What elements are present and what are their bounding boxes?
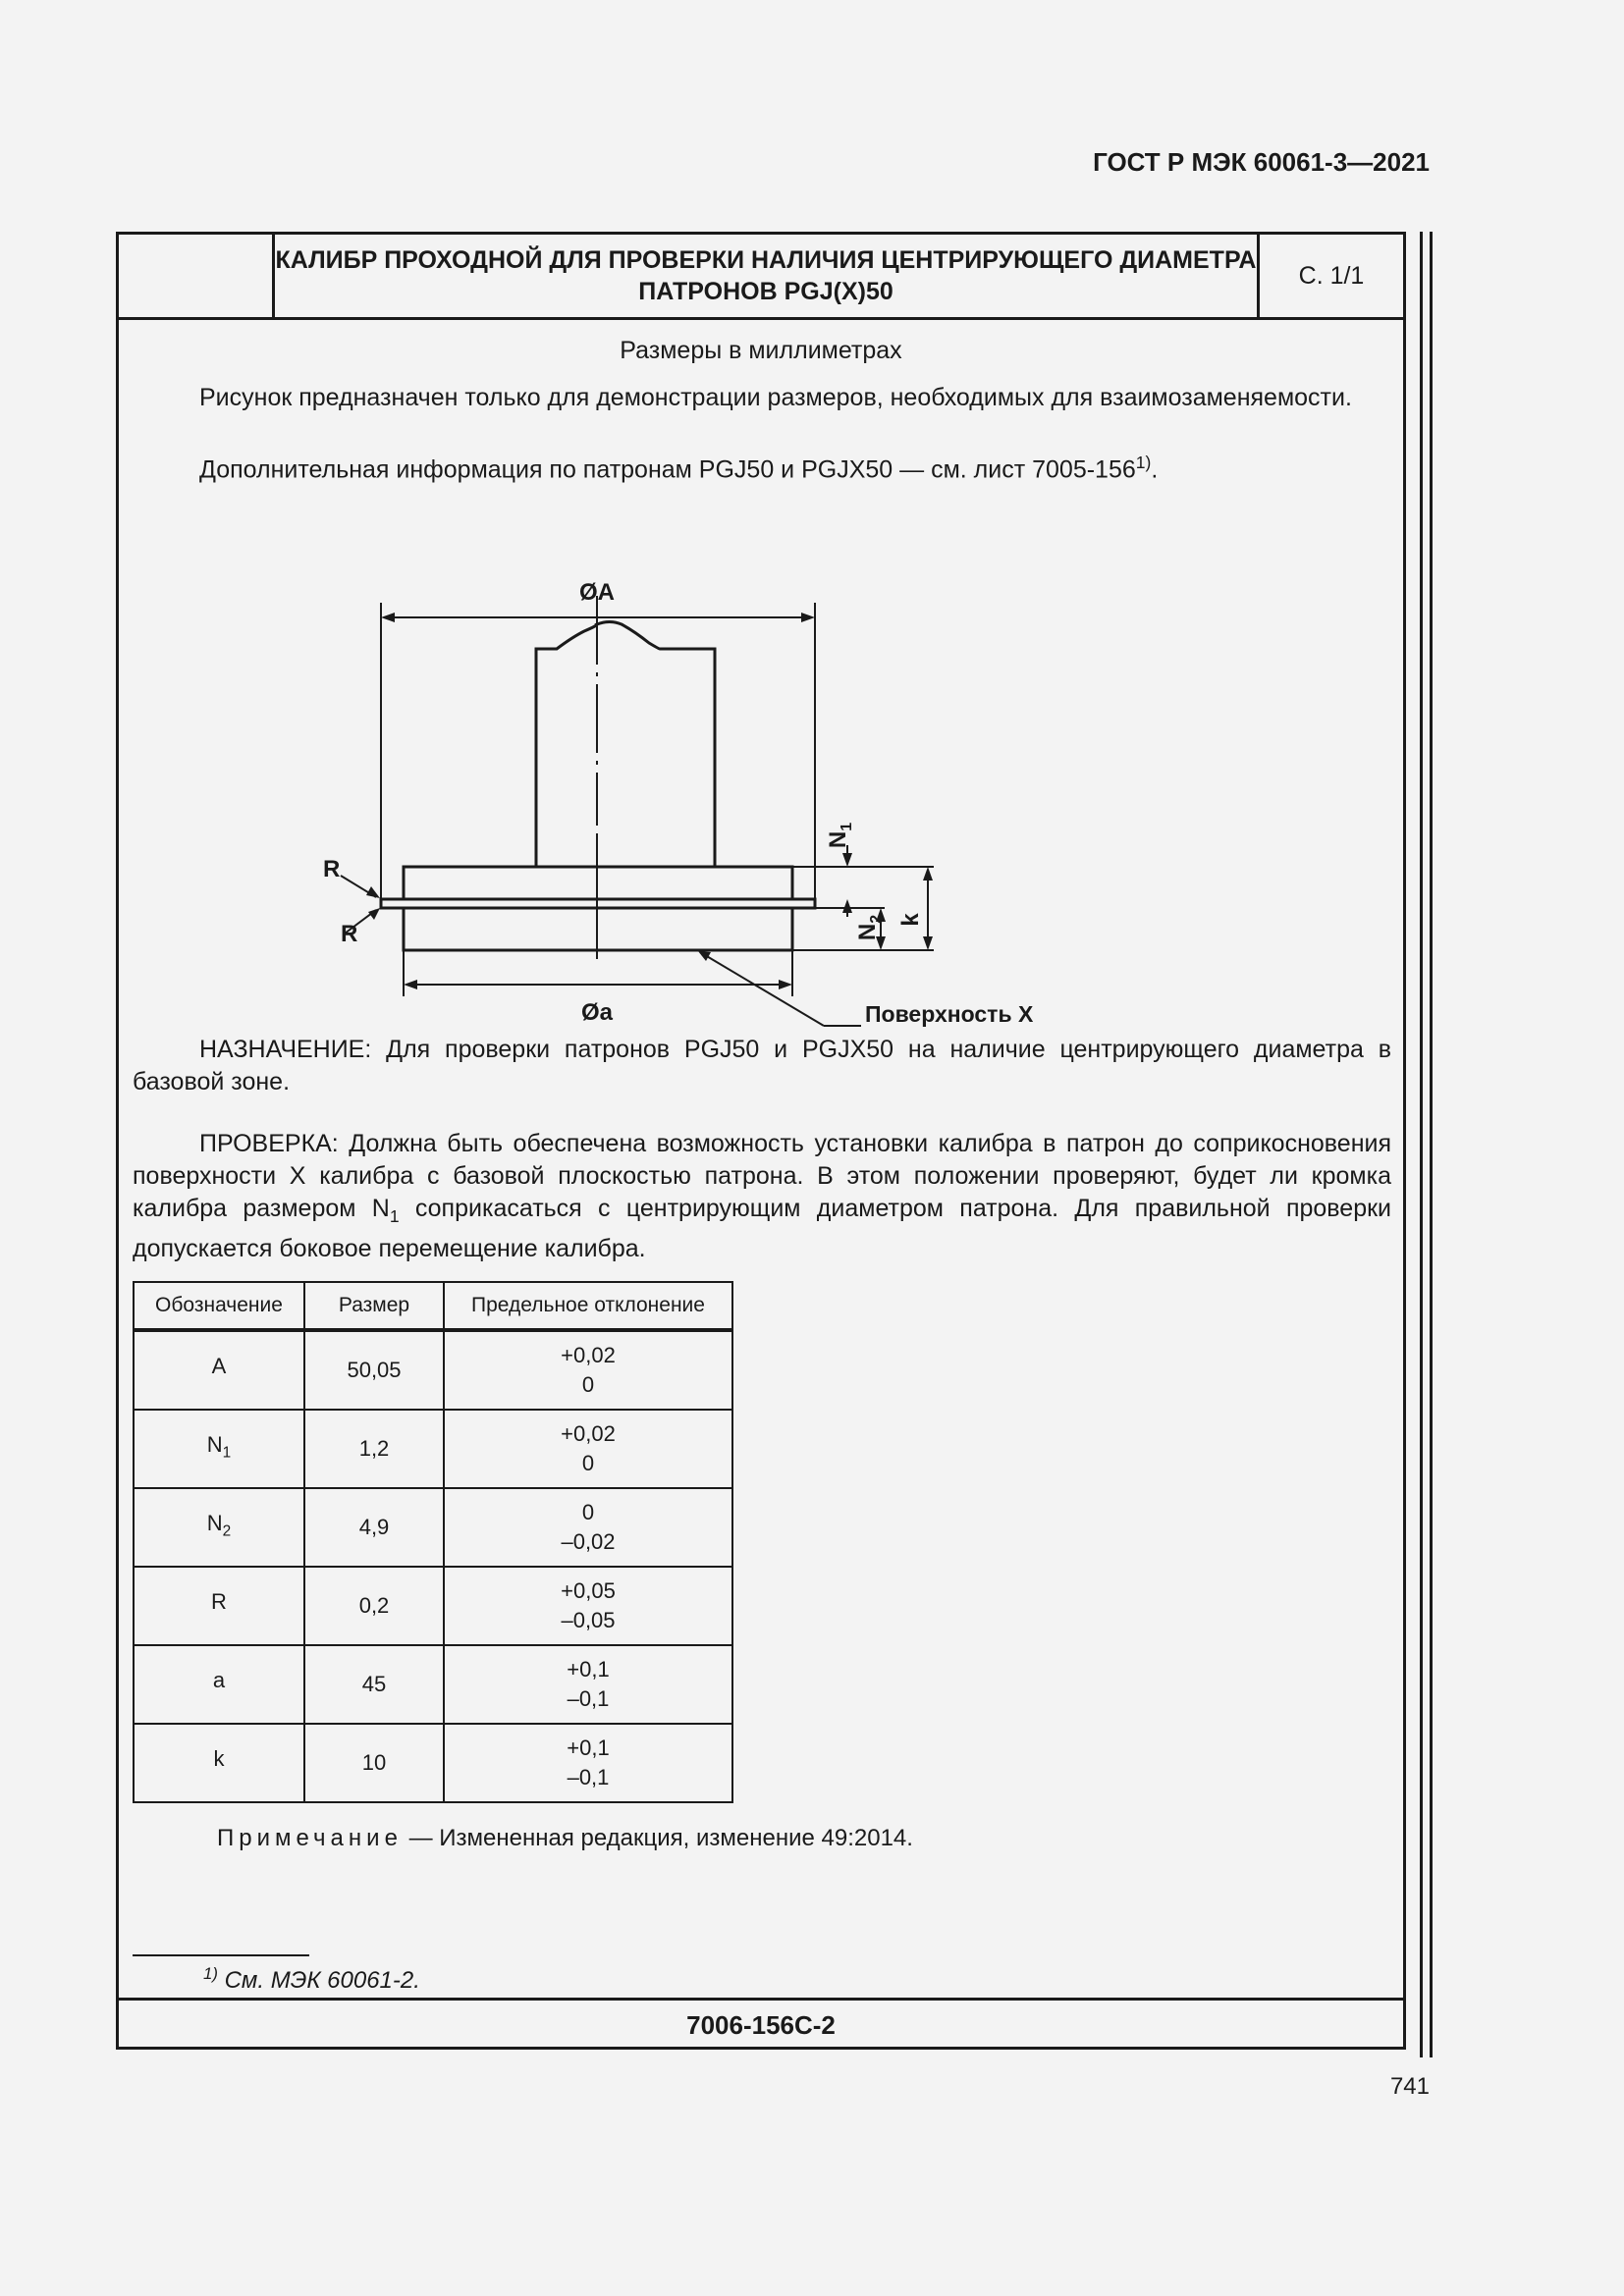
note — [217, 1825, 913, 1852]
arrow-head — [923, 867, 933, 881]
label-N2-main: N — [854, 923, 881, 941]
arrow-head — [381, 613, 395, 622]
table-row — [134, 1645, 732, 1724]
label-R-top: R — [323, 856, 341, 882]
check-subscript: 1 — [389, 1206, 400, 1226]
table-row — [134, 1410, 732, 1488]
cell-tolerance — [444, 1645, 732, 1724]
units-note: Размеры в миллиметрах — [620, 337, 902, 364]
footnote-mark: 1) — [203, 1964, 218, 1983]
intro-paragraph-2 — [133, 447, 1391, 486]
check-text-1: ПРОВЕРКА: Должна быть обеспечена возможность установки калибра в патрон до соприкосновения поверхности X калибра с базовой плоскостью патрона. В этом положении проверяют, будет ли кромка калибра размером N — [133, 1130, 1391, 1222]
sheet-frame — [116, 232, 1406, 2050]
intro-text-2: Дополнительная информация по патронам PGJ50 и PGJX50 — см. лист 7005-156 — [199, 455, 1136, 484]
cell-tolerance — [444, 1410, 732, 1488]
header-empty-cell — [119, 235, 275, 317]
gauge-drawing — [296, 529, 1179, 1027]
table-row — [134, 1488, 732, 1567]
note-label: Примечание — [217, 1825, 403, 1851]
label-k: k — [897, 913, 924, 927]
arrow-head — [842, 899, 852, 913]
cell-size: 45 — [304, 1645, 444, 1724]
tolerance-lower: –0,05 — [561, 1608, 616, 1632]
footnote-text: См. МЭК 60061-2. — [217, 1967, 420, 1994]
tolerance-lower: 0 — [581, 1372, 595, 1397]
page-number: 741 — [1389, 2073, 1430, 2100]
arrow-head — [698, 951, 711, 961]
col-header-tolerance: Предельное отклонение — [444, 1282, 732, 1330]
cell-size: 4,9 — [304, 1488, 444, 1567]
cell-symbol: k — [134, 1724, 304, 1802]
binding-line — [1420, 232, 1423, 2057]
leader-surface — [700, 952, 824, 1026]
label-surface-x: Поверхность X — [865, 1001, 1034, 1027]
table-header-row — [134, 1282, 732, 1330]
intro-text-1: Рисунок предназначен только для демонстрации размеров, необходимых для взаимозаменяемости. — [199, 384, 1352, 411]
tolerance-lower: –0,02 — [561, 1529, 616, 1554]
label-N2-sub: 2 — [868, 914, 885, 924]
footnote-ref: 1) — [1135, 453, 1152, 472]
label-N1-sub: 1 — [839, 822, 855, 831]
sheet-header — [119, 235, 1403, 320]
gauge-pin-outline — [536, 622, 715, 868]
label-N2 — [854, 915, 885, 940]
label-N1 — [825, 823, 855, 848]
check-text-2: соприкасаться с центрирующим диаметром патрона. Для правильной проверки допускается боковое перемещение калибра. — [133, 1195, 1391, 1262]
cell-size: 50,05 — [304, 1330, 444, 1410]
cell-size: 1,2 — [304, 1410, 444, 1488]
binding-line — [1430, 232, 1433, 2057]
note-text: — Измененная редакция, изменение 49:2014. — [402, 1825, 913, 1851]
col-header-symbol: Обозначение — [134, 1282, 304, 1330]
arrow-head — [801, 613, 815, 622]
cell-symbol: R — [134, 1567, 304, 1645]
footnote-rule — [133, 1954, 309, 1956]
sheet-page: С. 1/1 — [1298, 261, 1365, 290]
arrow-head — [779, 980, 792, 989]
purpose-text: НАЗНАЧЕНИЕ: Для проверки патронов PGJ50 и PGJX50 на наличие центрирующего диаметра в базовой зоне. — [133, 1036, 1391, 1095]
check-paragraph — [133, 1128, 1391, 1265]
cell-symbol: $N_2$ — [134, 1488, 304, 1567]
tolerance-upper: +0,02 — [561, 1421, 616, 1446]
tolerance-upper: +0,02 — [561, 1343, 616, 1367]
arrow-head — [368, 908, 380, 920]
label-R-bottom: R — [341, 921, 358, 947]
table-row — [134, 1724, 732, 1802]
col-header-size: Размер — [304, 1282, 444, 1330]
label-dim-a: Øa — [580, 999, 614, 1026]
cell-size: 10 — [304, 1724, 444, 1802]
cell-symbol: $N_1$ — [134, 1410, 304, 1488]
intro-end: . — [1151, 455, 1159, 484]
label-dim-A: ØA — [579, 579, 615, 606]
tolerance-upper: 0 — [581, 1500, 595, 1524]
dimensions-table — [133, 1281, 733, 1803]
cell-size: 0,2 — [304, 1567, 444, 1645]
label-N1-main: N — [825, 830, 851, 849]
cell-tolerance — [444, 1488, 732, 1567]
cell-tolerance — [444, 1330, 732, 1410]
arrow-head — [842, 853, 852, 867]
arrow-head — [923, 936, 933, 950]
tolerance-upper: +0,1 — [567, 1657, 610, 1682]
sheet-title: КАЛИБР ПРОХОДНОЙ ДЛЯ ПРОВЕРКИ НАЛИЧИЯ ЦЕНТРИРУЮЩЕГО ДИАМЕТРА ПАТРОНОВ PGJ(X)50 — [275, 235, 1260, 317]
table-row — [134, 1330, 732, 1410]
footnote — [203, 1964, 420, 1995]
cell-symbol: a — [134, 1645, 304, 1724]
purpose-paragraph — [133, 1034, 1391, 1098]
tolerance-lower: –0,1 — [567, 1686, 610, 1711]
tolerance-upper: +0,1 — [567, 1735, 610, 1760]
arrow-head — [366, 886, 380, 898]
tolerance-lower: –0,1 — [567, 1765, 610, 1789]
sheet-code: 7006-156C-2 — [119, 1998, 1403, 2050]
cell-tolerance — [444, 1724, 732, 1802]
intro-paragraph-1 — [133, 382, 1391, 414]
cell-tolerance — [444, 1567, 732, 1645]
tolerance-upper: +0,05 — [561, 1578, 616, 1603]
tolerance-lower: 0 — [581, 1451, 595, 1475]
arrow-head — [404, 980, 417, 989]
standard-code: ГОСТ Р МЭК 60061-3—2021 — [1093, 147, 1430, 177]
cell-symbol: A — [134, 1330, 304, 1410]
table-row — [134, 1567, 732, 1645]
